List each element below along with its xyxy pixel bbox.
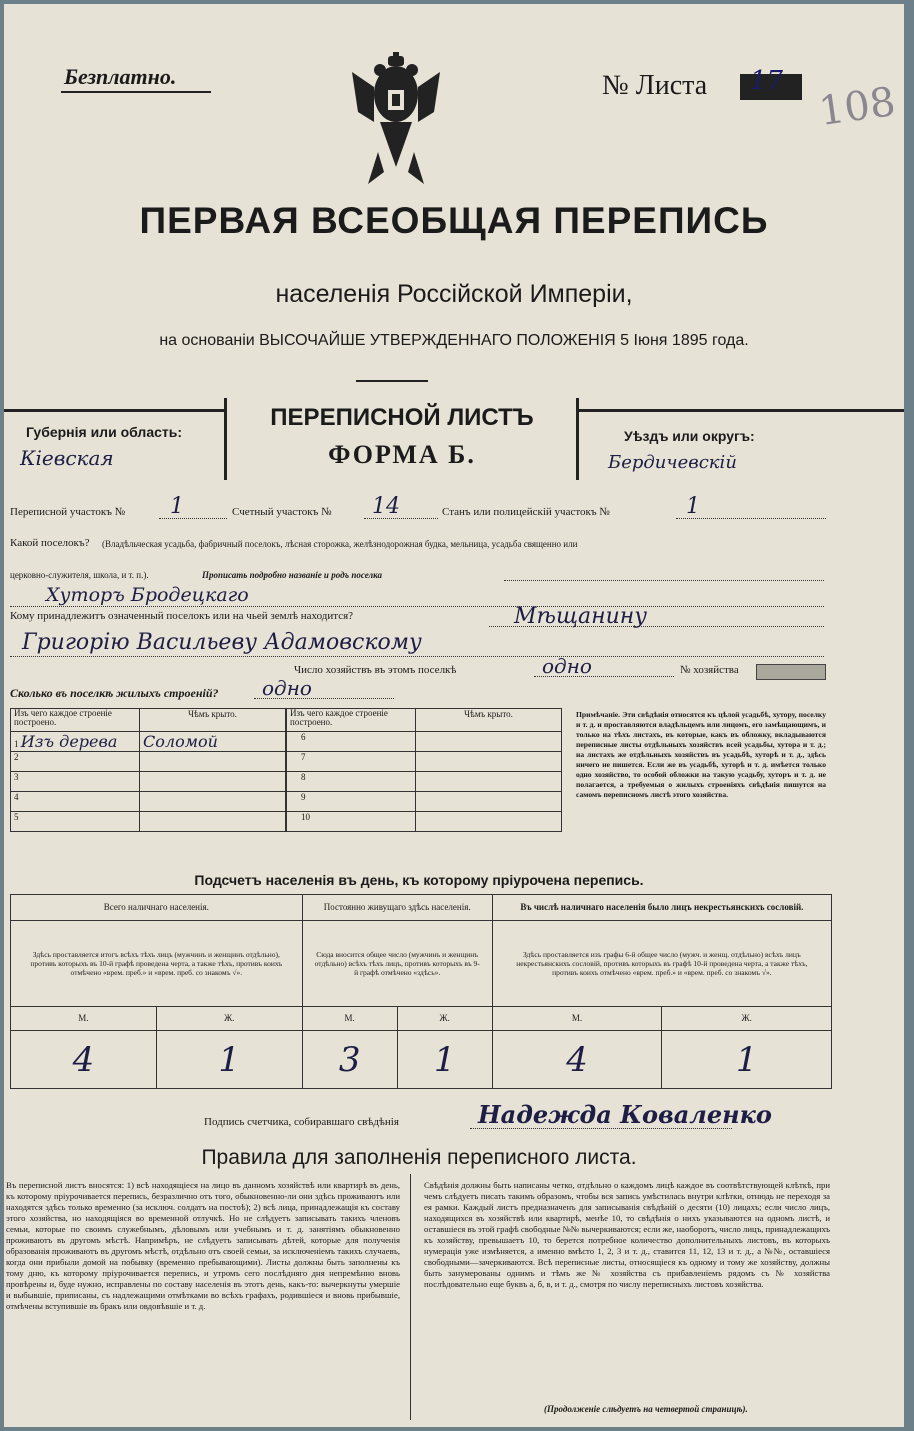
rules-left-text: Въ переписной листъ вносятся: 1) всѣ находящіеся на лицо въ данномъ хозяйствѣ или квартирѣ въ день, къ которому пріурочивается перепись, безразлично отъ того, обыкновенно-ли они здѣсь проживаютъ или находятся здѣсь только временно (за исключ. солдатъ на постоѣ); 2) всѣ лица, принадлежащія къ составу этого хозяйства, но находящіяся во временной отлучкѣ. Но не слѣдуетъ записывать такихъ членовъ семьи, которые по своимъ служебнымъ, дѣловымъ или учебнымъ и т. д. занятіямъ обыкновенно проживаютъ въ другомъ мѣстѣ. Напримѣръ, не слѣдуетъ записывать дѣтей, которые для полученія образованія проживаютъ въ другомъ мѣстѣ, отдѣльно отъ своей семьи, за исключеніемъ такихъ случаевъ, когда они прибыли домой на побывку (временно пребывающими). Листы должны быть заполнены къ тому дню, къ которому пріурочивается перепись, и утромъ сего послѣдняго дня непремѣнно вновь провѣрены и, буде нужно, исправлены по составу населенія въ этотъ день, какъ-то: вычеркнуты умершіе и выбывшіе, приписаны, съ надлежащими отмѣтками во всѣхъ графахъ, родившіеся и вновь прибывшіе, отмѣчены вступившіе въ бракъ или овдовѣвшіе и т. д. xyxy=(6,1180,400,1311)
roof-value: Соломой xyxy=(143,732,218,751)
signature-value: Надежда Коваленко xyxy=(478,1100,772,1129)
row-number: 7 xyxy=(287,752,416,772)
owner-value-1: Мѣщанину xyxy=(514,604,647,629)
resident-female-value: 1 xyxy=(397,1031,492,1089)
table-row xyxy=(11,732,286,752)
rules-divider xyxy=(410,1174,411,1420)
row-number: 10 xyxy=(287,812,416,832)
col-material-header: Изъ чего каждое строеніе построено. xyxy=(11,709,140,732)
sheet-number-label: № Листа xyxy=(602,70,708,101)
settlement-hint-2b: Прописать подробно названіе и родъ поселка xyxy=(202,570,383,580)
settlement-hint-line xyxy=(504,580,824,581)
signature-line xyxy=(470,1128,732,1129)
basis-line: на основаніи ВЫСОЧАЙШЕ УТВЕРЖДЕННАГО ПОЛОЖЕНІЯ 5 Іюня 1895 года. xyxy=(159,332,749,349)
households-label: Число хозяйствъ въ этомъ поселкѣ xyxy=(294,664,457,676)
settlement-line xyxy=(10,606,824,607)
rules-title: Правила для заполненія переписного листа. xyxy=(201,1146,637,1169)
sub-title: населенія Россійской Имперіи, xyxy=(275,280,633,308)
female-header: Ж. xyxy=(397,1007,492,1031)
col3-text: Здѣсь проставляется изъ графы 6-й общее число (мужч. и женщ. отдѣльно) всѣхъ лицъ некрестьянскихъ сословій, противъ которыхъ въ графѣ 10-й проведена черта, а также тѣхъ, противъ коихъ отмѣчено «врем. преб.» и «врем. преб. со знакомъ √». xyxy=(492,921,831,1007)
resident-male-value: 3 xyxy=(302,1031,397,1089)
settlement-hint-2: церковно-служителя, школа, и т. п.). xyxy=(10,570,149,580)
table-row xyxy=(11,772,286,792)
census-district-label: Переписной участокъ № xyxy=(10,506,126,518)
col-roof-header: Чѣмъ крыто. xyxy=(140,709,286,732)
sheet-number-value: 17 xyxy=(750,66,784,96)
rule-left-vertical xyxy=(224,398,227,480)
male-header: М. xyxy=(11,1007,157,1031)
row-number: 8 xyxy=(287,772,416,792)
settlement-value: Хуторъ Бродецкаго xyxy=(46,584,249,606)
buildings-label: Сколько въ поселкѣ жилыхъ строеній? xyxy=(10,686,219,700)
nonpeasant-male-value: 4 xyxy=(492,1031,662,1089)
nonpeasant-female-value: 1 xyxy=(662,1031,832,1089)
col1-head: Всего наличнаго населенія. xyxy=(11,895,303,921)
census-district-value: 1 xyxy=(170,494,184,519)
rule-right-vertical xyxy=(576,398,579,480)
female-header: Ж. xyxy=(662,1007,832,1031)
settlement-hint-1: (Владѣльческая усадьба, фабричный поселокъ, лѣсная сторожка, желѣзнодорожная будка, мельница, усадьба священно или xyxy=(102,539,578,549)
note-text: Эти свѣдѣнія относятся къ цѣлой усадьбѣ, хутору, поселку и т. д. и проставляются владѣльцемъ или лицомъ, его замѣщающимъ, и только на тѣхъ листахъ, въ которые, какъ въ обложку, вкладываются переписные листы отдѣльныхъ хозяйствъ всей усадьбы, хутора и т. д.; на листахъ же отдѣльныхъ хозяйствъ въ усадьбѣ, хуторѣ и т. д., здѣсь ничего не пишется. Если же въ усадьбѣ, хуторѣ и т. д. имѣется только одно хозяйство, то особой обложки на такую усадьбу, хуторъ и т. д. не полагается, а требуемыя о жилыхъ строеніяхъ свѣдѣнія пишутся на самомъ переписномъ листѣ этого хозяйства. xyxy=(576,710,826,799)
household-number-box xyxy=(756,664,826,680)
row-number: 9 xyxy=(287,792,416,812)
col3-head: Въ числѣ наличнаго населенія было лицъ некрестьянскихъ сословій. xyxy=(492,895,831,921)
col2-head: Постоянно живущаго здѣсь населенія. xyxy=(302,895,492,921)
note-head: Примѣчаніе. xyxy=(576,710,621,719)
stan-value: 1 xyxy=(686,494,700,519)
summary-title: Подсчетъ населенія въ день, къ которому пріурочена перепись. xyxy=(194,872,644,888)
table-row xyxy=(11,812,286,832)
rules-continued: (Продолженіе слѣдуетъ на четвертой страницѣ). xyxy=(544,1404,748,1414)
count-district-value: 14 xyxy=(372,494,400,519)
stan-line xyxy=(676,518,826,519)
male-header: М. xyxy=(302,1007,397,1031)
imperial-eagle-icon xyxy=(350,52,442,187)
gubernia-value: Кіевская xyxy=(20,446,114,470)
row-number: 6 xyxy=(287,732,416,752)
gubernia-label: Губернія или область: xyxy=(26,424,183,440)
row-number: 2 xyxy=(11,752,140,772)
title-divider xyxy=(356,380,428,382)
row-number: 3 xyxy=(11,772,140,792)
summary-table xyxy=(10,894,832,1089)
owner-line-2 xyxy=(10,656,824,657)
count-district-line xyxy=(364,518,438,519)
table-row xyxy=(287,772,562,792)
table-row xyxy=(287,732,562,752)
count-district-label: Счетный участокъ № xyxy=(232,506,332,518)
sheet-title: ПЕРЕПИСНОЙ ЛИСТЪ xyxy=(270,404,534,431)
table-row xyxy=(11,792,286,812)
total-female-value: 1 xyxy=(156,1031,302,1089)
households-value: одно xyxy=(542,654,592,678)
note-block xyxy=(576,710,826,800)
stan-label: Станъ или полицейскій участокъ № xyxy=(442,506,610,518)
households-line xyxy=(534,676,674,677)
buildings-value: одно xyxy=(262,676,312,700)
settlement-question: Какой поселокъ? xyxy=(10,537,90,549)
table-row xyxy=(287,812,562,832)
row-number: 1 xyxy=(14,739,19,749)
male-header: М. xyxy=(492,1007,662,1031)
household-number-label: № хозяйства xyxy=(680,664,739,676)
table-row xyxy=(287,792,562,812)
census-sheet xyxy=(4,4,904,1427)
material-value: Изъ дерева xyxy=(20,732,118,751)
free-label: Безплатно. xyxy=(64,64,177,89)
row-number: 5 xyxy=(11,812,140,832)
margin-number: 108 xyxy=(816,78,899,136)
female-header: Ж. xyxy=(156,1007,302,1031)
form-name: ФОРМА Б. xyxy=(328,440,476,469)
signature-label: Подпись счетчика, собиравшаго свѣдѣнія xyxy=(204,1116,399,1128)
buildings-line xyxy=(254,698,394,699)
rules-right-text: Свѣдѣнія должны быть написаны четко, отдѣльно о каждомъ лицѣ каждое въ соотвѣтствующей клѣткѣ, при чемъ слѣдуетъ писать такимъ образомъ, чтобы вся запись умѣстилась внутри клѣтки, отнюдь не переходя за ея рамки. Каждый листъ предназначенъ для записыванія свѣдѣній о десяти (10) лицахъ; если число лицъ, находящихся въ хозяйствѣ или квартирѣ, менѣе 10, то свѣдѣнія о нихъ указываются на одномъ листѣ, и оставшіеся въ этой графѣ свободные №№ вычеркиваются; если же, наоборотъ, число лицъ, принадлежащихъ къ хозяйству, превышаетъ 10, то берется потребное количество дополнительныхъ листовъ, въ которыхъ нумерація уже измѣняется, а именно вмѣсто 1, 2, 3 и т. д., ставится 11, 12, 13 и т. д., а №№, оставшіеся свободными—зачеркиваются. Всѣ переписные листы, относящіеся къ одному и тому же хозяйству, должны быть занумерованы однимъ и тѣмъ же № хозяйства съ прибавленіемъ рядомъ съ № хозяйства послѣдовательно еще буквъ а, б, в, и т. д., смотря по числу переписныхъ листовъ хозяйства. xyxy=(424,1180,830,1289)
census-district-line xyxy=(159,518,227,519)
owner-question: Кому принадлежитъ означенный поселокъ или на чьей землѣ находится? xyxy=(10,610,354,622)
col-material-header: Изъ чего каждое строеніе построено. xyxy=(287,709,416,732)
col-roof-header: Чѣмъ крыто. xyxy=(416,709,562,732)
uezd-label: Уѣздъ или округъ: xyxy=(624,428,755,444)
buildings-table-left xyxy=(10,708,286,832)
rule-left xyxy=(4,409,224,412)
buildings-table-right xyxy=(286,708,562,832)
col2-text: Сюда вносится общее число (мужчинъ и женщинъ отдѣльно) всѣхъ тѣхъ лицъ, противъ которыхъ въ 9-й графѣ отмѣчено «здѣсь». xyxy=(302,921,492,1007)
rule-right xyxy=(576,409,904,412)
free-underline xyxy=(61,91,211,93)
table-row xyxy=(287,752,562,772)
total-male-value: 4 xyxy=(11,1031,157,1089)
owner-value-2: Григорію Васильеву Адамовскому xyxy=(22,630,422,655)
row-number: 4 xyxy=(11,792,140,812)
owner-line-1 xyxy=(489,626,824,627)
col1-text: Здѣсь проставляется итогъ всѣхъ тѣхъ лицъ (мужчинъ и женщинъ отдѣльно), противъ которыхъ въ 10-й графѣ проведена черта, а также тѣхъ, противъ коихъ отмѣчено «врем. преб.» и «врем. преб. со знакомъ √». xyxy=(11,921,303,1007)
main-title: ПЕРВАЯ ВСЕОБЩАЯ ПЕРЕПИСЬ xyxy=(139,200,769,241)
table-row xyxy=(11,752,286,772)
uezd-value: Бердичевскій xyxy=(608,452,737,473)
